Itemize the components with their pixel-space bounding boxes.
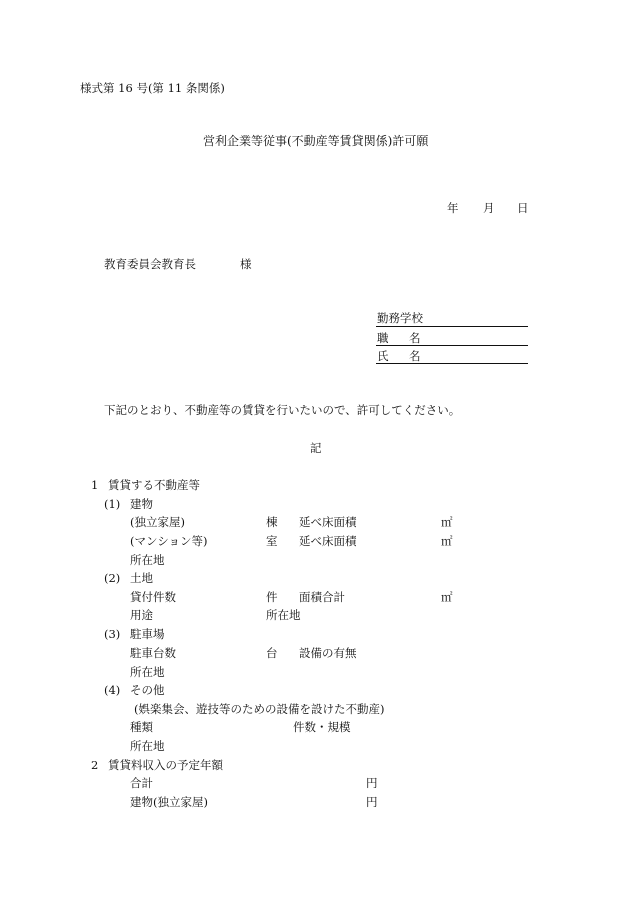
house-area-unit: ㎡ xyxy=(441,515,453,529)
section1-heading: 賃貸する不動産等 xyxy=(108,478,200,492)
section1-number: 1 xyxy=(91,478,99,492)
item4-number: (4) xyxy=(104,683,121,697)
section2-heading: 賃貸料収入の予定年額 xyxy=(108,758,223,772)
item3-number: (3) xyxy=(104,627,121,641)
land-count-label: 貸付件数 xyxy=(130,590,176,604)
ki-heading: 記 xyxy=(310,441,322,455)
document-title: 営利企業等従事(不動産等賃貸関係)許可願 xyxy=(203,134,429,148)
item1-location-label: 所在地 xyxy=(130,553,165,567)
form-number: 様式第 16 号(第 11 条関係) xyxy=(80,81,225,95)
land-count-unit: 件 xyxy=(266,590,278,604)
date-year-label: 年 xyxy=(447,201,459,215)
item4-type-label: 種類 xyxy=(130,720,153,734)
item4-scale-label: 件数・規模 xyxy=(293,720,351,734)
income-house-label: 建物(独立家屋) xyxy=(130,795,208,809)
land-area-label: 面積合計 xyxy=(299,590,345,604)
request-text: 下記のとおり、不動産等の賃貸を行いたいので、許可してください。 xyxy=(104,403,461,417)
income-total-unit: 円 xyxy=(366,776,378,790)
house-area-label: 延べ床面積 xyxy=(299,515,357,529)
mansion-area-label: 延べ床面積 xyxy=(299,534,357,548)
item3-label: 駐車場 xyxy=(130,627,165,641)
item2-label: 土地 xyxy=(130,571,153,585)
parking-count-unit: 台 xyxy=(266,646,278,660)
item2-location-label: 所在地 xyxy=(266,608,301,622)
item1-label: 建物 xyxy=(130,497,153,511)
name-field-line xyxy=(376,363,528,364)
income-house-unit: 円 xyxy=(366,795,378,809)
position-label-first: 職 xyxy=(377,331,389,345)
school-label: 勤務学校 xyxy=(377,311,423,325)
house-label: (独立家屋) xyxy=(130,515,185,529)
position-label-second: 名 xyxy=(409,331,421,345)
mansion-area-unit: ㎡ xyxy=(441,534,453,548)
date-month-label: 月 xyxy=(483,201,495,215)
addressee-honorific: 様 xyxy=(240,257,252,271)
mansion-label: (マンション等) xyxy=(130,534,208,548)
date-day-label: 日 xyxy=(517,201,529,215)
section2-number: 2 xyxy=(91,758,99,772)
land-area-unit: ㎡ xyxy=(441,590,453,604)
item1-number: (1) xyxy=(104,497,121,511)
addressee-name: 教育委員会教育長 xyxy=(104,257,196,271)
position-field-line xyxy=(376,345,528,346)
name-label-first: 氏 xyxy=(377,349,389,363)
item4-location-label: 所在地 xyxy=(130,739,165,753)
mansion-unit: 室 xyxy=(266,534,278,548)
name-label-second: 名 xyxy=(409,349,421,363)
house-unit: 棟 xyxy=(266,515,278,529)
item2-number: (2) xyxy=(104,571,121,585)
item4-note: (娯楽集会、遊技等のための設備を設けた不動産) xyxy=(134,702,385,716)
item3-location-label: 所在地 xyxy=(130,665,165,679)
parking-equipment-label: 設備の有無 xyxy=(299,646,357,660)
item4-label: その他 xyxy=(130,683,165,697)
land-use-label: 用途 xyxy=(130,608,153,622)
parking-count-label: 駐車台数 xyxy=(130,646,176,660)
income-total-label: 合計 xyxy=(130,776,153,790)
school-field-line xyxy=(376,326,528,327)
